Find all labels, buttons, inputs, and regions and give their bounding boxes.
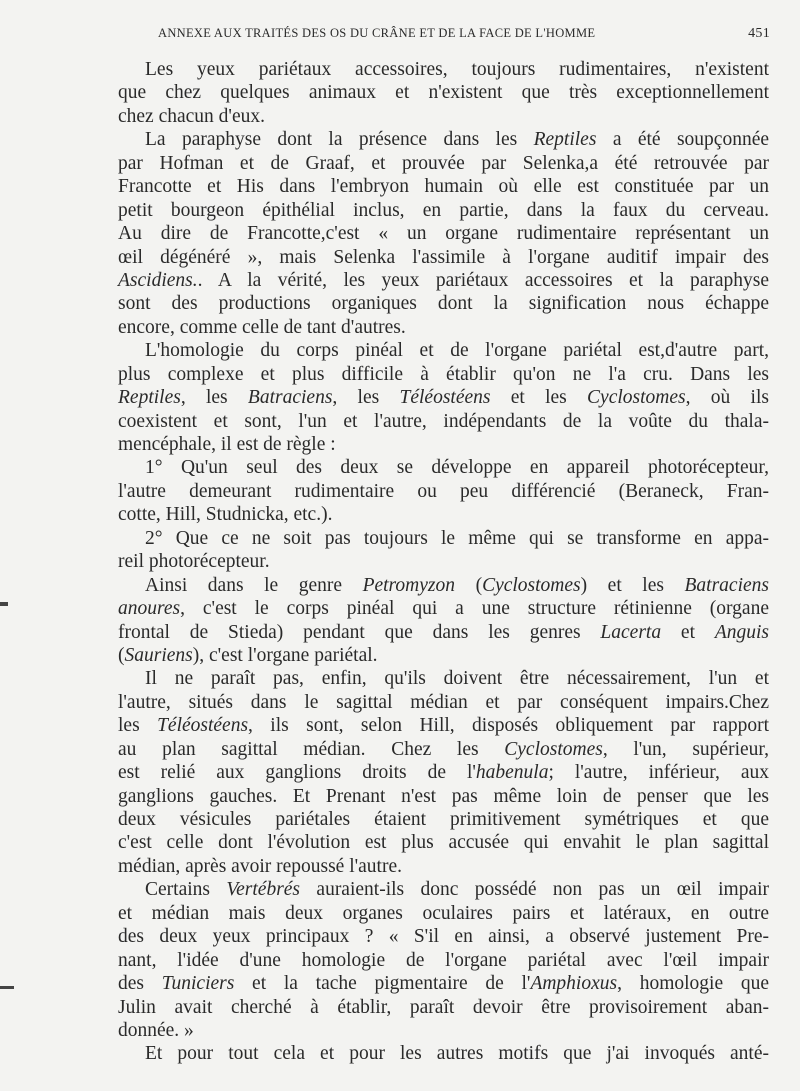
text-line xyxy=(118,386,769,409)
text-line xyxy=(118,433,769,456)
text-run: des xyxy=(118,973,162,995)
italic-term: anoures xyxy=(118,598,181,620)
text-run: et la tache pigmentaire de l' xyxy=(234,973,531,995)
text-run: l'autre, situés dans le sagittal médian et par conséquent impairs.Chez xyxy=(118,691,769,713)
text-line xyxy=(118,972,769,995)
text-run: œil dégénéré », mais Selenka l'assimile à l'organe auditif impair des xyxy=(118,246,769,268)
text-run: ( xyxy=(455,574,483,596)
text-run: Francotte et His dans l'embryon humain où elle est constituée par un xyxy=(118,176,769,198)
text-run: et médian mais deux organes oculaires pairs et latéraux, en outre xyxy=(118,902,769,924)
text-line xyxy=(118,574,769,597)
text-run: des deux yeux principaux ? « S'il en ainsi, a observé justement Pre- xyxy=(118,926,769,948)
text-run: donnée. » xyxy=(118,1019,194,1041)
text-run: Il ne paraît pas, enfin, qu'ils doivent être nécessairement, l'un et xyxy=(145,668,769,690)
text-line xyxy=(118,761,769,784)
text-run: et xyxy=(661,621,715,643)
running-header xyxy=(158,26,770,46)
text-line xyxy=(118,738,769,761)
text-run: Ainsi dans le genre xyxy=(145,574,363,596)
text-line xyxy=(118,199,769,222)
text-line xyxy=(118,81,769,104)
text-run: Julin avait cherché à établir, paraît devoir être provisoirement aban- xyxy=(118,996,769,1018)
text-line xyxy=(118,410,769,433)
text-run: , homologie que xyxy=(617,973,769,995)
text-run: plus complexe et plus difficile à établir qu'on ne l'a cru. Dans les xyxy=(118,363,769,385)
text-run: , ils sont, selon Hill, disposés obliquement par rapport xyxy=(248,715,769,737)
text-line xyxy=(118,292,769,315)
italic-term: Vertébrés xyxy=(226,879,301,901)
text-line xyxy=(118,503,769,526)
text-run: Au dire de Francotte,c'est « un organe rudimentaire représentant un xyxy=(118,223,769,245)
text-line xyxy=(118,644,769,667)
text-run: chez chacun d'eux. xyxy=(118,105,265,127)
text-line xyxy=(118,714,769,737)
text-run: que chez quelques animaux et n'existent que très exceptionnellement xyxy=(118,82,769,104)
italic-term: habenula xyxy=(475,762,549,784)
text-run: petit bourgeon épithélial inclus, en partie, dans la faux du cerveau. xyxy=(118,199,769,221)
text-line xyxy=(118,1019,769,1042)
italic-term: Ascidiens. xyxy=(118,269,198,291)
text-line xyxy=(118,855,769,878)
text-run: , où ils xyxy=(685,387,769,409)
text-run: . A la vérité, les yeux pariétaux accessoires et la paraphyse xyxy=(197,269,769,291)
italic-term: Anguis xyxy=(714,621,769,643)
text-line xyxy=(118,808,769,831)
text-line xyxy=(118,831,769,854)
text-line xyxy=(118,1042,769,1065)
text-run: ganglions gauches. Et Prenant n'est pas même loin de penser que les xyxy=(118,785,769,807)
text-run: et les xyxy=(490,387,588,409)
text-run: Et pour tout cela et pour les autres motifs que j'ai invoqués anté- xyxy=(145,1043,769,1065)
text-run: La paraphyse dont la présence dans les xyxy=(145,129,534,151)
text-line xyxy=(118,175,769,198)
text-run: auraient-ils donc possédé non pas un œil impair xyxy=(300,879,770,901)
italic-term: Cyclostomes xyxy=(504,738,603,760)
text-run: médian, après avoir repoussé l'autre. xyxy=(118,855,402,877)
text-line xyxy=(118,339,769,362)
text-run: au plan sagittal médian. Chez les xyxy=(118,738,505,760)
text-run: est relié aux ganglions droits de l' xyxy=(118,762,476,784)
text-run: , l'un, supérieur, xyxy=(602,738,769,760)
text-run: , les xyxy=(332,387,400,409)
margin-arrow-mark xyxy=(0,986,14,989)
margin-mark xyxy=(0,602,8,606)
italic-term: Sauriens xyxy=(124,644,193,666)
text-run: sont des productions organiques dont la signification nous échappe xyxy=(118,293,769,315)
text-line xyxy=(118,621,769,644)
text-line xyxy=(118,785,769,808)
text-run: frontal de Stieda) pendant que dans les genres xyxy=(118,621,601,643)
text-line xyxy=(118,222,769,245)
text-run: reil photorécepteur. xyxy=(118,551,270,573)
text-run: , les xyxy=(180,387,248,409)
text-run: , c'est le corps pinéal qui a une structure rétinienne (organe xyxy=(180,598,769,620)
text-line xyxy=(118,269,769,292)
italic-term: Lacerta xyxy=(600,621,662,643)
text-line xyxy=(118,949,769,972)
text-line xyxy=(118,128,769,151)
text-run: les xyxy=(118,715,158,737)
text-line xyxy=(118,667,769,690)
text-run: cotte, Hill, Studnicka, etc.). xyxy=(118,504,333,526)
text-run: c'est celle dont l'évolution est plus accusée qui envahit le plan sagittal xyxy=(118,832,769,854)
text-line xyxy=(118,550,769,573)
text-run: ) et les xyxy=(580,574,685,596)
italic-term: Cyclostomes xyxy=(482,574,581,596)
text-run: ), c'est l'organe pariétal. xyxy=(192,644,378,666)
italic-term: Téléostéens xyxy=(399,387,491,409)
text-line xyxy=(118,363,769,386)
text-run: coexistent et sont, l'un et l'autre, indépendants de la voûte du thala- xyxy=(118,410,769,432)
text-run: Certains xyxy=(145,879,227,901)
text-line xyxy=(118,58,769,81)
italic-term: Tuniciers xyxy=(161,973,235,995)
text-line xyxy=(118,996,769,1019)
text-line xyxy=(118,152,769,175)
italic-term: Petromyzon xyxy=(362,574,456,596)
running-title: ANNEXE AUX TRAITÉS DES OS DU CRÂNE ET DE LA FACE DE L'HOMME xyxy=(158,26,596,40)
italic-term: Téléostéens xyxy=(157,715,249,737)
text-run: Les yeux pariétaux accessoires, toujours rudimentaires, n'existent xyxy=(145,59,769,80)
text-run: 1° Qu'un seul des deux se développe en appareil photorécepteur, xyxy=(145,457,769,479)
text-run: encore, comme celle de tant d'autres. xyxy=(118,316,406,338)
text-run: nant, l'idée d'une homologie de l'organe pariétal avec l'œil impair xyxy=(118,949,769,971)
text-line xyxy=(118,316,769,339)
text-line xyxy=(118,246,769,269)
italic-term: Reptiles xyxy=(118,387,181,409)
text-run: L'homologie du corps pinéal et de l'organe pariétal est,d'autre part, xyxy=(145,340,769,362)
italic-term: Amphioxus xyxy=(530,973,618,995)
text-line xyxy=(118,480,769,503)
text-line xyxy=(118,902,769,925)
text-run: ; l'autre, inférieur, aux xyxy=(548,762,769,784)
text-run: 2° Que ce ne soit pas toujours le même qui se transforme en appa- xyxy=(145,527,769,549)
text-line xyxy=(118,105,769,128)
text-run: deux vésicules pariétales étaient primitivement symétriques et que xyxy=(118,809,769,830)
body-text xyxy=(118,58,769,1066)
text-run: ( xyxy=(118,644,125,666)
text-line xyxy=(118,691,769,714)
text-run: par Hofman et de Graaf, et prouvée par Selenka,a été retrouvée par xyxy=(118,152,769,174)
italic-term: Batraciens xyxy=(247,387,333,409)
text-line xyxy=(118,597,769,620)
text-run: l'autre demeurant rudimentaire ou peu différencié (Beraneck, Fran- xyxy=(118,480,769,502)
italic-term: Reptiles xyxy=(533,129,597,151)
text-line xyxy=(118,527,769,550)
text-line xyxy=(118,456,769,479)
page-number: 451 xyxy=(748,26,770,41)
text-run: a été soupçonnée xyxy=(596,129,770,151)
text-run: mencéphale, il est de règle : xyxy=(118,434,336,455)
italic-term: Batraciens xyxy=(684,574,769,596)
text-line xyxy=(118,925,769,948)
text-line xyxy=(118,878,769,901)
italic-term: Cyclostomes xyxy=(587,387,686,409)
